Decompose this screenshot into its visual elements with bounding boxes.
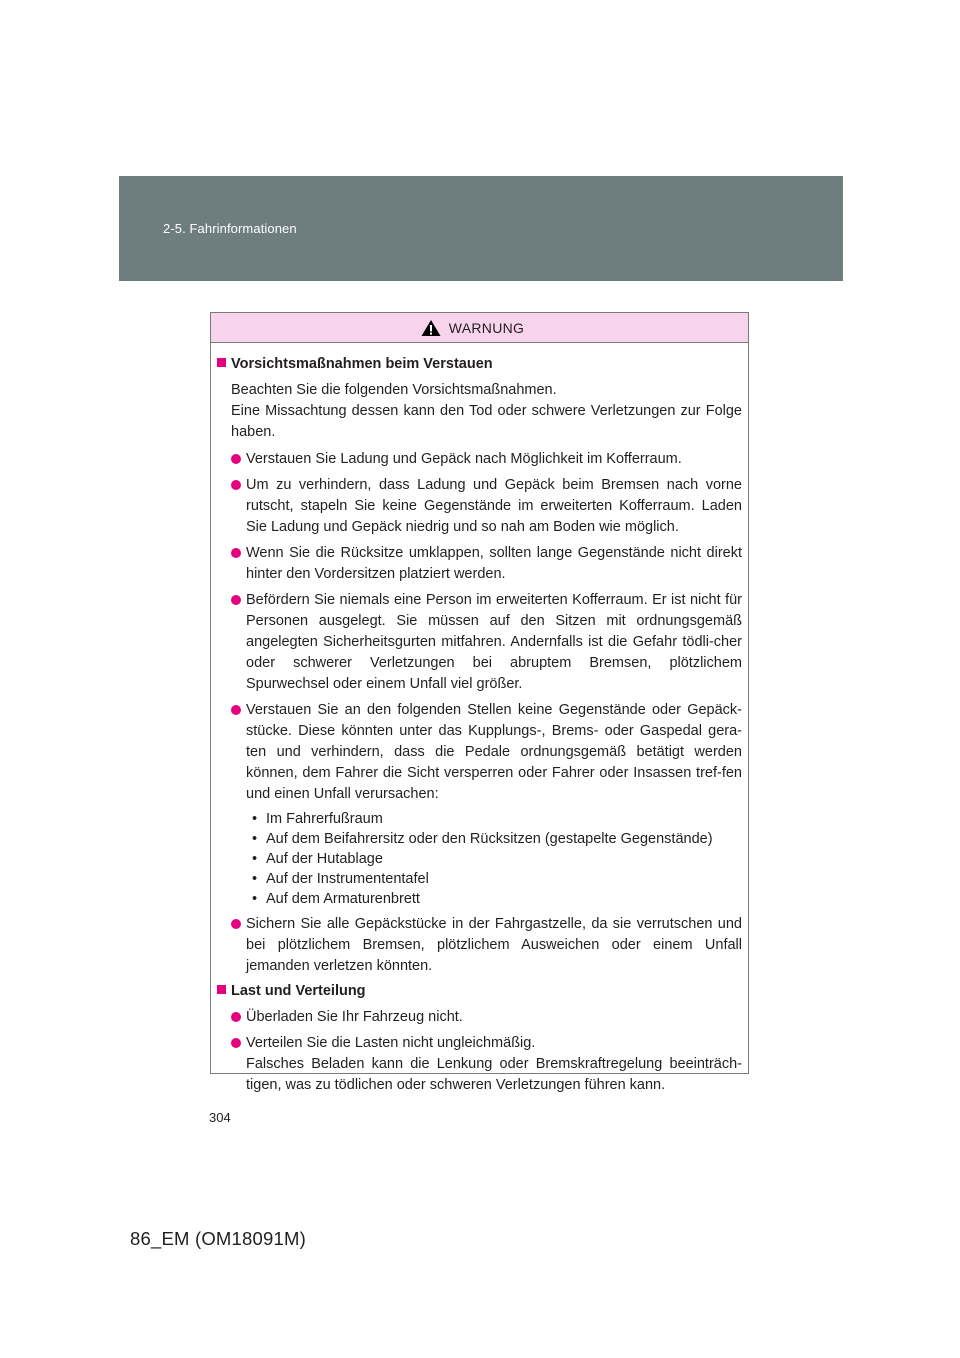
list-item-body xyxy=(246,700,742,909)
sub-list xyxy=(246,809,742,909)
list-item-text: Verstauen Sie an den folgenden Stellen keine Gegenstände oder Gepäck-stücke. Diese könnten unter das Kupplungs-, Brems- oder Gaspedal gera-ten und verhindern, dass die Pedale ordnungsgemäß betätigt werden können, dem Fahrer die Sicht versperren oder Fahrer oder Insassen tref-fen und einen Unfall verursachen: xyxy=(246,702,742,802)
sub-list-item-text: Auf dem Armaturenbrett xyxy=(266,891,420,907)
sub-list-item xyxy=(246,829,742,849)
circle-bullet-icon xyxy=(231,919,241,929)
header-band xyxy=(119,176,843,281)
warning-header xyxy=(211,313,748,343)
list-item-text: Überladen Sie Ihr Fahrzeug nicht. xyxy=(246,1009,463,1025)
sub-list-item-text: Auf der Hutablage xyxy=(266,851,383,867)
circle-bullet-icon xyxy=(231,1012,241,1022)
list-item-extra-text: Falsches Beladen kann die Lenkung oder Bremskraftregelung beeinträch-tigen, was zu tödlichen oder schweren Verletzungen führen kann. xyxy=(246,1056,742,1093)
sub-list-item xyxy=(246,889,742,909)
list-item xyxy=(217,1007,742,1028)
square-bullet-icon xyxy=(217,985,226,994)
sub-list-item xyxy=(246,869,742,889)
dot-bullet-icon: • xyxy=(252,831,258,847)
sub-list-item-text: Im Fahrerfußraum xyxy=(266,811,383,827)
list-item-text: Verstauen Sie Ladung und Gepäck nach Möglichkeit im Kofferraum. xyxy=(246,451,682,467)
sub-list-item xyxy=(246,809,742,829)
warning-title: WARNUNG xyxy=(448,319,525,336)
list-item-text: Befördern Sie niemals eine Person im erweiterten Kofferraum. Er ist nicht für Personen ausgelegt. Sie müssen auf den Sitzen mit ordnungsgemäß angelegten Sicherheitsgurten mitfahren. Andernfalls ist die Gefahr tödli-cher oder schwerer Verletzungen bei abruptem Bremsen, plötzlichem Spurwechsel oder einem Unfall viel größer. xyxy=(246,592,742,692)
list-item xyxy=(217,543,742,585)
dot-bullet-icon: • xyxy=(252,891,258,907)
circle-bullet-icon xyxy=(231,548,241,558)
intro-paragraph xyxy=(217,380,742,443)
list-item-text: Wenn Sie die Rücksitze umklappen, sollten lange Gegenstände nicht direkt hinter den Vordersitzen platziert werden. xyxy=(246,545,742,582)
list-item-text: Sichern Sie alle Gepäckstücke in der Fahrgastzelle, da sie verrutschen und bei plötzlichem Bremsen, plötzlichem Ausweichen oder einem Unfall jemanden verletzen könnten. xyxy=(246,916,742,974)
section-label: 2-5. Fahrinformationen xyxy=(163,221,297,236)
list-item xyxy=(217,590,742,695)
circle-bullet-icon xyxy=(231,480,241,490)
circle-bullet-icon xyxy=(231,454,241,464)
document-code: 86_EM (OM18091M) xyxy=(130,1228,306,1249)
sub-list-item xyxy=(246,849,742,869)
list-item xyxy=(217,1033,742,1096)
warning-body xyxy=(211,343,748,1096)
circle-bullet-icon xyxy=(231,595,241,605)
list-item xyxy=(217,475,742,538)
page-number: 304 xyxy=(209,1110,231,1125)
list-item xyxy=(217,914,742,977)
square-bullet-icon xyxy=(217,358,226,367)
warning-box xyxy=(210,312,749,1093)
dot-bullet-icon: • xyxy=(252,851,258,867)
dot-bullet-icon: • xyxy=(252,811,258,827)
section-heading xyxy=(217,355,742,374)
intro-line: Beachten Sie die folgenden Vorsichtsmaßnahmen. xyxy=(231,382,557,398)
list-item-text: Verteilen Sie die Lasten nicht ungleichmäßig. xyxy=(246,1035,536,1051)
list-item-text: Um zu verhindern, dass Ladung und Gepäck beim Bremsen nach vorne rutscht, stapeln Sie keine Gegenstände im erweiterten Kofferraum. Laden Sie Ladung und Gepäck niedrig und so nah am Boden wie möglich. xyxy=(246,477,742,535)
list-item xyxy=(217,449,742,470)
list-item-body xyxy=(246,1033,742,1096)
section-heading xyxy=(217,982,742,1001)
sub-list-item-text: Auf dem Beifahrersitz oder den Rücksitzen (gestapelte Gegenstände) xyxy=(266,831,713,847)
intro-line: Eine Missachtung dessen kann den Tod oder schwere Verletzungen zur Folge haben. xyxy=(231,403,742,440)
warning-triangle-icon xyxy=(421,319,441,337)
circle-bullet-icon xyxy=(231,1038,241,1048)
list-item xyxy=(217,700,742,909)
sub-list-item-text: Auf der Instrumententafel xyxy=(266,871,429,887)
circle-bullet-icon xyxy=(231,705,241,715)
dot-bullet-icon: • xyxy=(252,871,258,887)
section-heading-text: Vorsichtsmaßnahmen beim Verstauen xyxy=(231,356,493,372)
section-heading-text: Last und Verteilung xyxy=(231,983,366,999)
